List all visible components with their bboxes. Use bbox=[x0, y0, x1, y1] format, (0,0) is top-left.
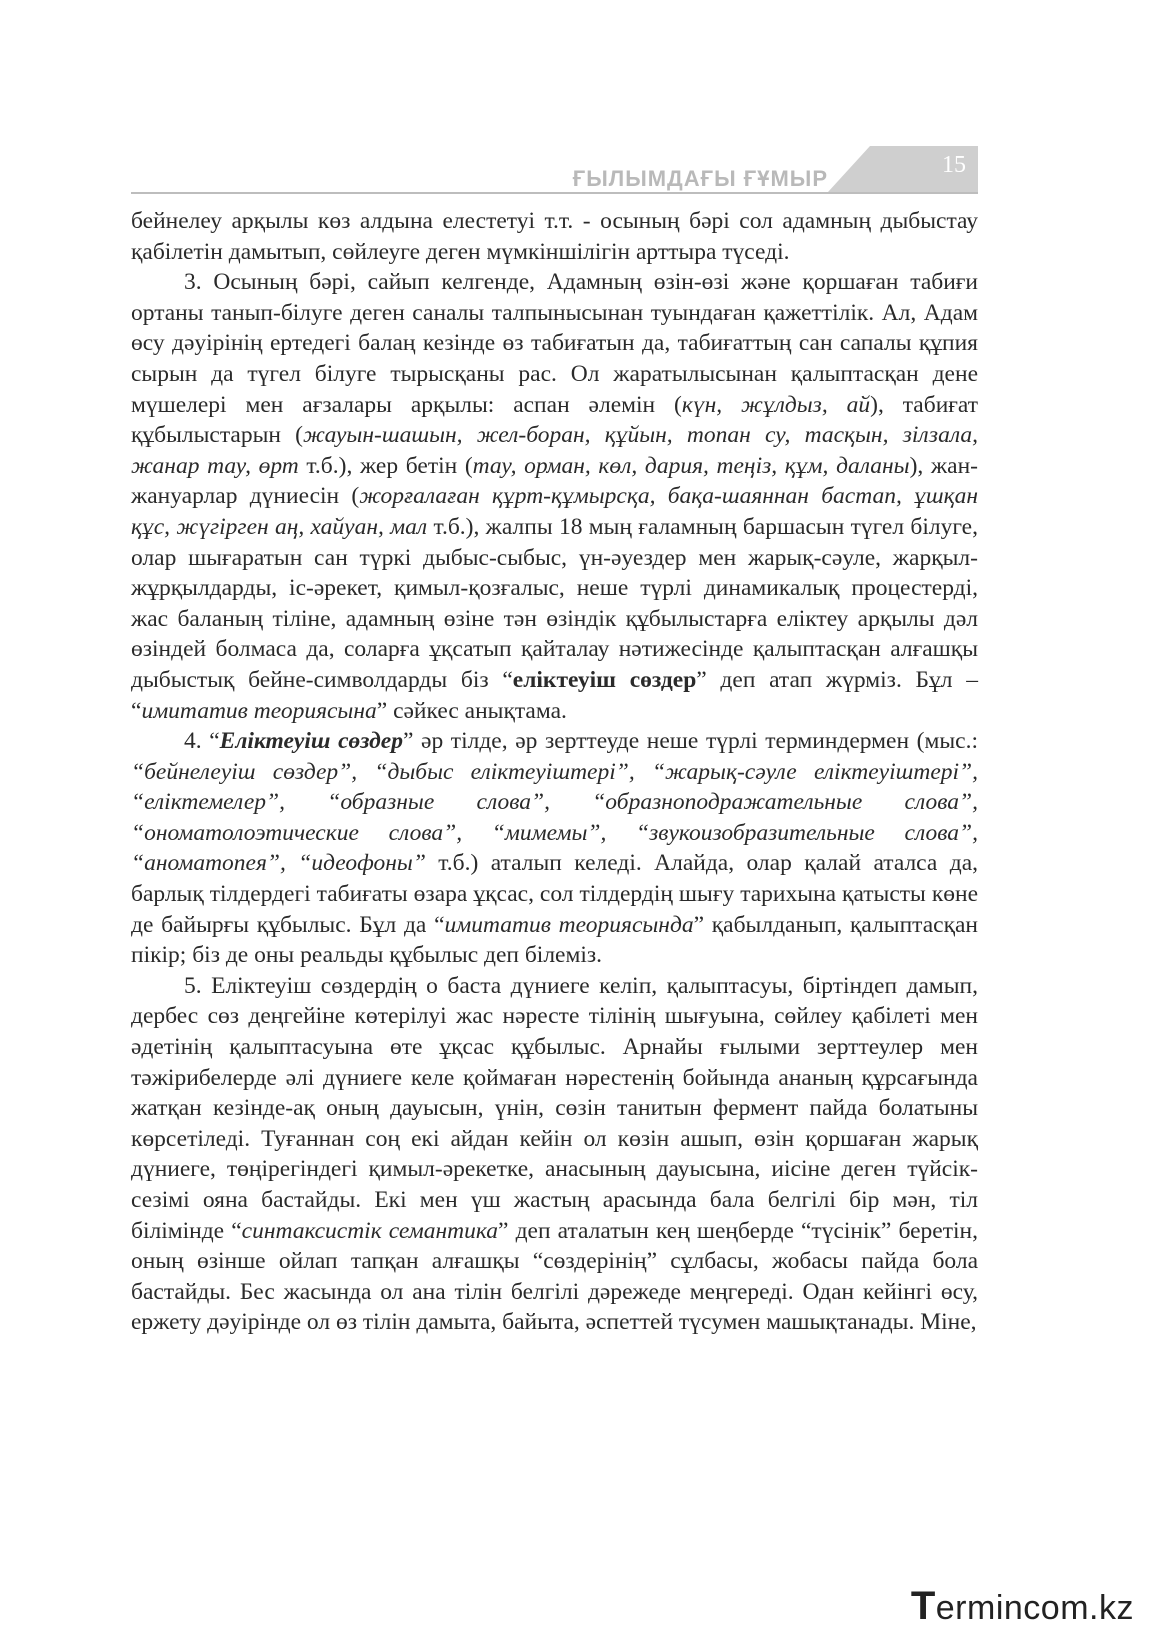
paragraph-2: 3. Осының бәрі, сайып келгенде, Адамның өзін-өзі және қоршаған табиғи ортаны танып-білуге деген саналы талпынысынан туындаған қажеттілік. Ал, Адам өсу дәуірінің ертедегі балаң кезінде өз табиғатын да, табиғаттың сан сапалы құпия сырын да түгел білуге тырысқаны рас. Ол жаратылысынан қалыптасқан дене мүшелері мен ағзалары арқылы: аспан әлемін (күн, жұлдыз, ай), табиғат құбылыстарын (жауын-шашын, жел-боран, құйын, топан су, тасқын, зілзала, жанар тау, өрт т.б.), жер бетін (тау, орман, көл, дария, теңіз, құм, даланы), жан-жануарлар дүниесін (жорғалаған құрт-құмырсқа, бақа-шаяннан бастап, ұшқан құс, жүгірген аң, хайуан, мал т.б.), жалпы 18 мың ғаламның баршасын түгел білуге, олар шығаратын сан түркі дыбыс-сыбыс, үн-әуездер мен жарық-сәуле, жарқыл-жұрқылдарды, іс-әрекет, қимыл-қозғалыс, неше түрлі динамикалық процестерді, жас баланың тіліне, адамның өзіне тән өзіндік құбылыстарға еліктеу арқылы дәл өзіндей болмаса да, соларға ұқсатып қайталау нәтижесінде қалыптасқан алғашқы дыбыстық бейне-символдарды біз “еліктеуіш сөздер” деп атап жүрміз. Бұл – “имитатив теориясына” сәйкес анықтама. bbox=[131, 269, 978, 724]
magnifier-icon: o bbox=[1040, 1589, 1061, 1627]
page-number-tab bbox=[828, 146, 978, 192]
body-text bbox=[131, 206, 978, 1338]
running-title: ҒЫЛЫМДАҒЫ ҒҰМЫР bbox=[572, 166, 828, 191]
paragraph-1: бейнелеу арқылы көз алдына елестетуі т.т. - осының бәрі сол адамның дыбыстау қабілетін дамытып, сөйлеуге деген мүмкіншілігін арттыра түседі. bbox=[131, 208, 978, 265]
site-watermark-logo: Termincom.kz bbox=[910, 1584, 1134, 1628]
header-rule bbox=[131, 192, 978, 194]
paragraph-3: 4. “Еліктеуіш сөздер” әр тілде, әр зерттеуде неше түрлі терминдермен (мыс.: “бейнелеуіш сөздер”, “дыбыс еліктеуіштері”, “жарық-сәуле еліктеуіштері”, “еліктемелер”, “образные слова”, “образноподражательные слова”, “ономатолоэтические слова”, “мимемы”, “звукоизобразительные слова”, “аноматопея”, “идеофоны” т.б.) аталып келеді. Алайда, олар қалай аталса да, барлық тілдердегі табиғаты өзара ұқсас, сол тілдердің шығу тарихына қатысты көне де байырғы құбылыс. Бұл да “имитатив теориясында” қабылданып, қалыптасқан пікір; біз де оны реальды құбылыс деп білеміз. bbox=[131, 728, 979, 969]
page-number: 15 bbox=[942, 152, 966, 178]
running-header bbox=[131, 146, 978, 196]
paragraph-4: 5. Еліктеуіш сөздердің о баста дүниеге келіп, қалыптасуы, біртіндеп дамып, дербес сөз деңгейіне көтерілуі жас нәресте тілінің шығуына, сөйлеу қабілеті мен әдетінің қалыптасуына өте ұқсас құбылыс. Арнайы ғылыми зерттеулер мен тәжірибелерде әлі дүниеге келе қоймаған нәрестенің бойында ананың құрсағында жатқан кезінде-ақ оның дауысын, үнін, сөзін танитын фермент пайда болатыны көрсетіледі. Туғаннан соң екі айдан кейін ол көзін ашып, өзін қоршаған жарық дүниеге, төңірегіндегі қимыл-әрекетке, анасының дауысына, иісіне деген түйсік-сезімі ояна бастайды. Екі мен үш жастың арасында бала белгілі бір мән, тіл білімінде “синтаксистік семантика” деп аталатын кең шеңберде “түсінік” беретін, оның өзінше ойлап тапқан алғашқы “сөздерінің” сұлбасы, жобасы пайда бола бастайды. Бес жасында ол ана тілін белгілі дәрежеде меңгереді. Одан кейінгі өсу, ержету дәуірінде ол өз тілін дамыта, байыта, әспеттей түсумен машықтанады. Міне, bbox=[131, 972, 978, 1336]
